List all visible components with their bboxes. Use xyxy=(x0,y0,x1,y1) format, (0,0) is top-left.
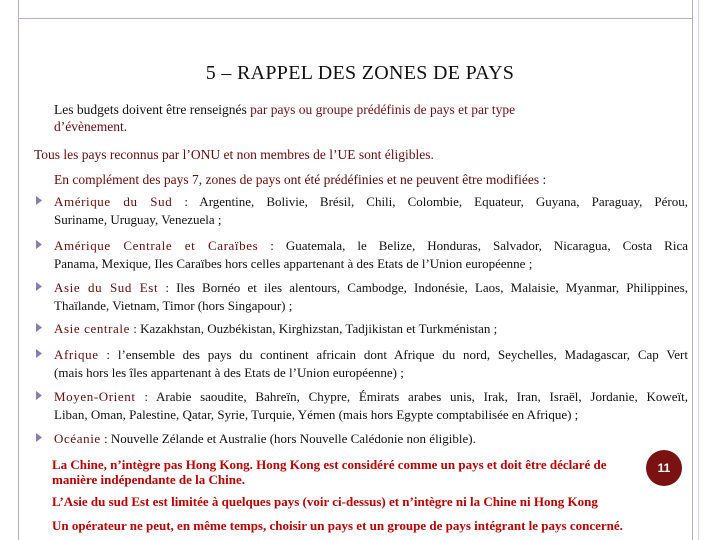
zone-line-1 xyxy=(54,388,688,405)
zone-line-2: Panama, Mexique, Iles Caraïbes hors celles appartenant à des Etats de l’Union européenne ; xyxy=(54,256,533,271)
zone-countries: : Iles Bornéo et iles alentours, Cambodge, Indonésie, Laos, Malaisie, Myanmar, Philippines, xyxy=(158,280,688,295)
note-china-hongkong-line-1: La Chine, n’intègre pas Hong Kong. Hong Kong est considéré comme un pays et doit être déclaré de xyxy=(52,457,607,472)
zone-countries: : Arabie saoudite, Bahreïn, Chypre, Émirats arabes unis, Irak, Iran, Israël, Jordanie, Koweït, xyxy=(135,389,688,404)
zone-countries: : l’ensemble des pays du continent africain dont Afrique du nord, Seychelles, Madagascar, Cap Vert xyxy=(98,347,688,362)
zone-name: Moyen-Orient xyxy=(54,389,136,404)
zone-line-2: Suriname, Uruguay, Venezuela ; xyxy=(54,212,222,227)
note-operator: Un opérateur ne peut, en même temps, choisir un pays et un groupe de pays intégrant le pays concerné. xyxy=(52,518,623,533)
zone-countries: : Guatemala, le Belize, Honduras, Salvador, Nicaragua, Costa Rica xyxy=(258,238,688,253)
zone-name: Afrique xyxy=(54,347,99,362)
zone-name: Amérique Centrale et Caraïbes xyxy=(54,238,259,253)
intro-text-end: d’évènement. xyxy=(54,119,128,134)
zone-line-2: (mais hors les îles appartenant à des Etats de l’Union européenne) ; xyxy=(54,365,404,380)
predefined-zones-intro-c: : xyxy=(539,172,547,187)
bullet-icon xyxy=(36,196,42,205)
zone-line-1 xyxy=(54,237,688,254)
intro-text-highlight: par pays ou groupe prédéfinis de pays et par type xyxy=(250,102,516,117)
zone-name: Asie du Sud Est xyxy=(54,280,159,295)
zone-line-2: Thaïlande, Vietnam, Timor (hors Singapour) ; xyxy=(54,298,293,313)
bullet-icon xyxy=(36,391,42,400)
eligibility-statement: Tous les pays reconnus par l’ONU et non membres de l’UE sont éligibles. xyxy=(34,147,434,162)
zone-name: Océanie xyxy=(54,431,101,446)
note-china-hongkong-line-2: manière indépendante de la Chine. xyxy=(52,472,245,487)
zone-name: Amérique du Sud xyxy=(54,194,173,209)
note-southeast-asia: L’Asie du sud Est est limitée à quelques pays (voir ci-dessus) et n’intègre ni la Chine ni Hong Kong xyxy=(52,494,598,509)
zone-line-1 xyxy=(54,346,688,363)
intro-paragraph-1 xyxy=(54,101,684,135)
page-number-badge: 11 xyxy=(646,450,682,486)
zone-line-1 xyxy=(54,279,688,296)
slide-frame-top xyxy=(18,18,692,19)
zone-line-1 xyxy=(54,320,688,337)
bullet-icon xyxy=(36,323,42,332)
bullet-icon xyxy=(36,240,42,249)
zone-line-2: Liban, Oman, Palestine, Qatar, Syrie, Turquie, Yémen (mais hors Egypte comptabilisée en Afrique) ; xyxy=(54,407,579,422)
predefined-zones-intro xyxy=(54,171,694,188)
zone-name: Asie centrale xyxy=(54,321,131,336)
intro-text-start: Les budgets doivent être renseignés xyxy=(54,102,251,117)
zone-line-1 xyxy=(54,430,688,447)
zone-countries: : Argentine, Bolivie, Brésil, Chili, Colombie, Equateur, Guyana, Paraguay, Pérou, xyxy=(172,194,688,209)
bullet-icon xyxy=(36,433,42,442)
zone-countries: : Kazakhstan, Ouzbékistan, Kirghizstan, Tadjikistan et Turkménistan ; xyxy=(130,321,498,336)
bullet-icon xyxy=(36,282,42,291)
slide-title: 5 – RAPPEL DES ZONES DE PAYS xyxy=(205,62,515,84)
predefined-zones-intro-b: ont été prédéfinies et ne peuvent être modifiées xyxy=(280,172,540,187)
predefined-zones-intro-a: En complément des pays 7, zones de pays xyxy=(54,172,281,187)
bullet-icon xyxy=(36,349,42,358)
zone-line-1 xyxy=(54,193,688,210)
zone-countries: : Nouvelle Zélande et Australie (hors Nouvelle Calédonie non éligible). xyxy=(100,431,476,446)
